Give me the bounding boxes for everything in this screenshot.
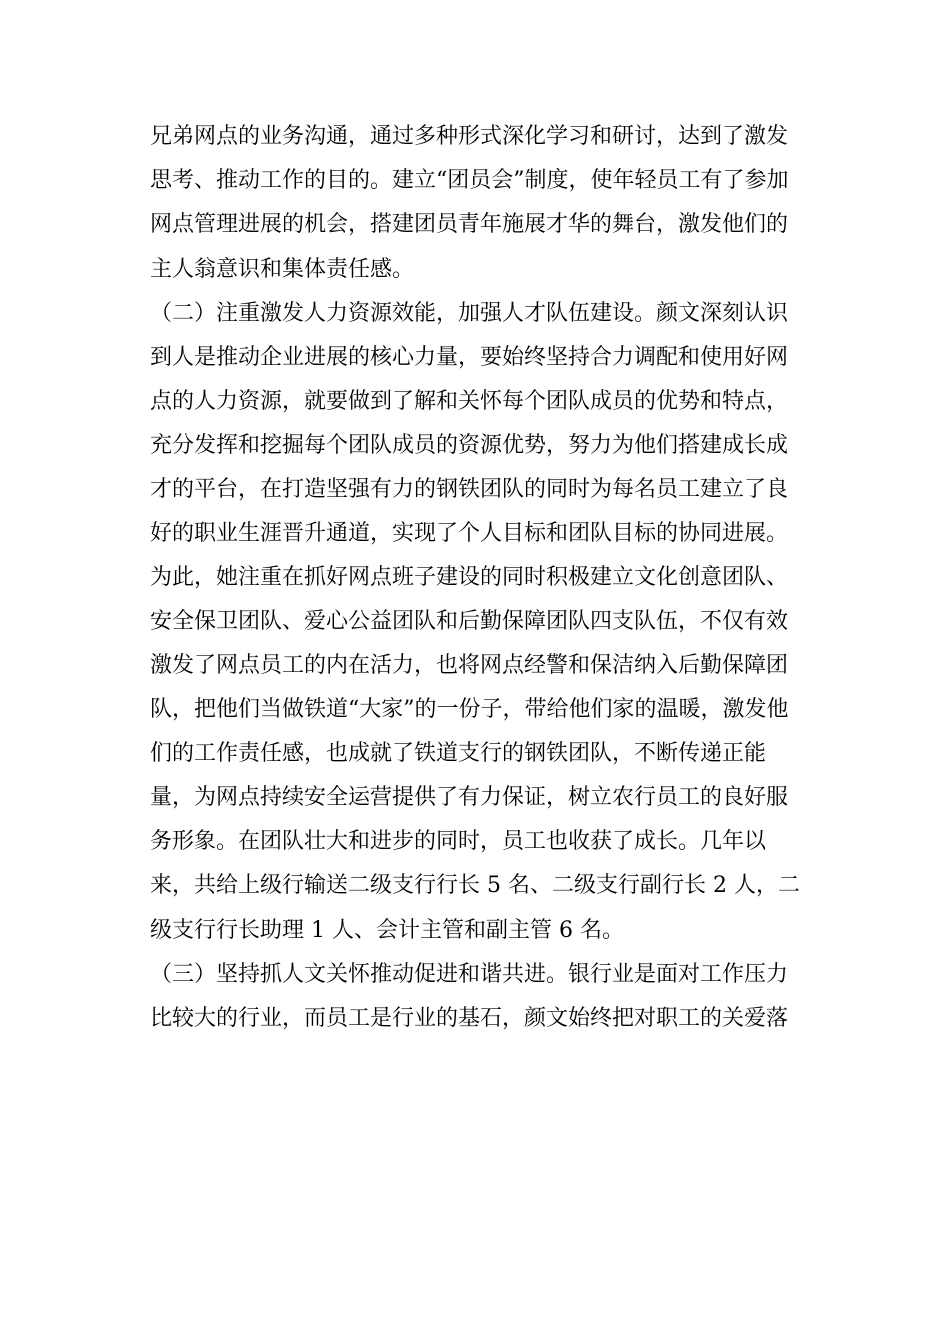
text-line: 点的人力资源，就要做到了解和关怀每个团队成员的优势和特点， [150, 389, 789, 414]
text-line: 来，共给上级行输送二级支行行长 5 名、二级支行副行长 2 人，二 [150, 873, 800, 898]
text-line: 比较大的行业，而员工是行业的基石，颜文始终把对职工的关爱落 [150, 1006, 789, 1031]
body-text [150, 115, 810, 1041]
text-line: 网点管理进展的机会，搭建团员青年施展才华的舞台，激发他们的 [150, 212, 789, 237]
text-line: 量，为网点持续安全运营提供了有力保证，树立农行员工的良好服 [150, 785, 789, 810]
text-line: 好的职业生涯晋升通道，实现了个人目标和团队目标的协同进展。 [150, 521, 789, 546]
text-line: 激发了网点员工的内在活力，也将网点经警和保洁纳入后勤保障团 [150, 653, 789, 678]
text-line: 充分发挥和挖掘每个团队成员的资源优势，努力为他们搭建成长成 [150, 433, 789, 458]
section-heading-line: （三）坚持抓人文关怀推动促进和谐共进。银行业是面对工作压力 [150, 962, 789, 987]
text-line: 安全保卫团队、爱心公益团队和后勤保障团队四支队伍，不仅有效 [150, 609, 789, 634]
text-line: 务形象。在团队壮大和进步的同时，员工也收获了成长。几年以 [150, 829, 767, 854]
text-line: 队，把他们当做铁道“大家”的一份子，带给他们家的温暖，激发他 [150, 697, 789, 722]
section-heading-line: （二）注重激发人力资源效能，加强人才队伍建设。颜文深刻认识 [150, 301, 789, 326]
text-line: 才的平台，在打造坚强有力的钢铁团队的同时为每名员工建立了良 [150, 477, 789, 502]
text-line: 到人是推动企业进展的核心力量，要始终坚持合力调配和使用好网 [150, 345, 789, 370]
text-line: 思考、推动工作的目的。建立“团员会”制度，使年轻员工有了参加 [150, 168, 789, 193]
text-line: 级支行行长助理 1 人、会计主管和副主管 6 名。 [150, 918, 624, 943]
text-line: 们的工作责任感，也成就了铁道支行的钢铁团队，不断传递正能 [150, 741, 767, 766]
text-line: 主人翁意识和集体责任感。 [150, 257, 415, 282]
text-line: 兄弟网点的业务沟通，通过多种形式深化学习和研讨，达到了激发 [150, 124, 789, 149]
text-line: 为此，她注重在抓好网点班子建设的同时积极建立文化创意团队、 [150, 565, 789, 590]
